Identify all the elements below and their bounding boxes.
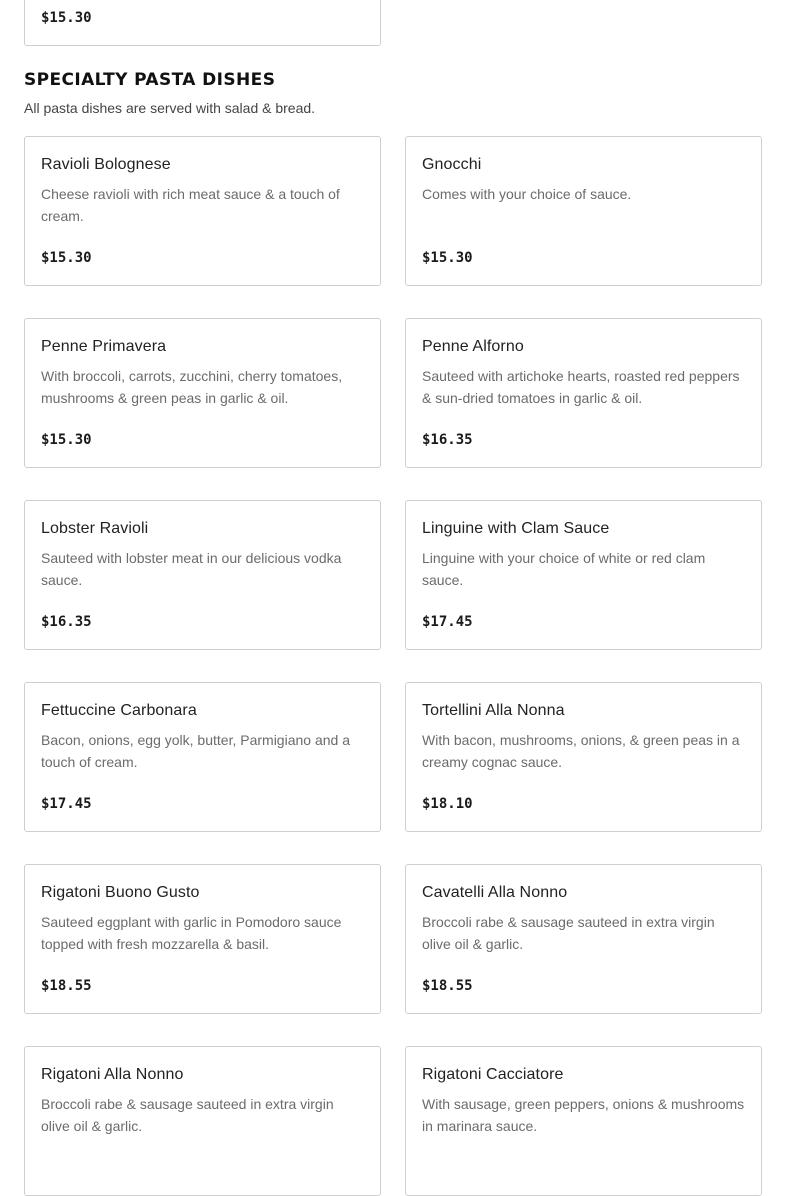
menu-item-name: Penne Primavera — [41, 338, 167, 355]
menu-item-card[interactable] — [405, 682, 762, 832]
menu-item-name: Rigatoni Alla Nonno — [41, 1066, 184, 1083]
menu-item-description: Bacon, onions, egg yolk, butter, Parmigiano and a touch of cream. — [41, 732, 350, 770]
menu-item-card[interactable] — [405, 136, 762, 286]
menu-item-card[interactable] — [405, 500, 762, 650]
section-title: SPECIALTY PASTA DISHES — [24, 70, 276, 90]
menu-item-name: Penne Alforno — [422, 338, 524, 355]
menu-item-price: $15.30 — [41, 10, 92, 26]
menu-item-card[interactable] — [24, 1046, 381, 1196]
menu-item-price: $15.30 — [41, 250, 92, 266]
menu-item-card[interactable] — [24, 0, 381, 46]
menu-item-card[interactable] — [405, 864, 762, 1014]
menu-item-card[interactable] — [405, 318, 762, 468]
menu-item-description: Comes with your choice of sauce. — [422, 186, 632, 202]
menu-item-price: $16.35 — [41, 614, 92, 630]
menu-item-name: Cavatelli Alla Nonno — [422, 884, 568, 901]
menu-item-description: Sauteed with lobster meat in our delicious vodka sauce. — [41, 550, 342, 588]
menu-item-price: $18.55 — [422, 978, 473, 994]
menu-item-card[interactable] — [24, 318, 381, 468]
menu-item-description: Sauteed with artichoke hearts, roasted red peppers & sun-dried tomatoes in garlic & oil. — [422, 368, 740, 406]
menu-item-price: $16.35 — [422, 432, 473, 448]
menu-item-name: Rigatoni Buono Gusto — [41, 884, 200, 901]
section-subtitle: All pasta dishes are served with salad & bread. — [24, 100, 316, 116]
menu-item-price: $15.30 — [41, 432, 92, 448]
menu-item-name: Linguine with Clam Sauce — [422, 520, 610, 537]
menu-item-price: $15.30 — [422, 250, 473, 266]
menu-item-name: Gnocchi — [422, 156, 482, 173]
menu-item-price: $18.10 — [422, 796, 473, 812]
menu-item-description: Linguine with your choice of white or red clam sauce. — [422, 550, 706, 588]
menu-item-description: With bacon, mushrooms, onions, & green peas in a creamy cognac sauce. — [422, 732, 740, 770]
menu-item-name: Fettuccine Carbonara — [41, 702, 197, 719]
menu-item-card[interactable] — [24, 864, 381, 1014]
menu-item-price: $18.55 — [41, 978, 92, 994]
menu-item-price: $17.45 — [422, 614, 473, 630]
menu-item-description: Broccoli rabe & sausage sauteed in extra virgin olive oil & garlic. — [41, 1096, 334, 1134]
menu-item-card[interactable] — [24, 682, 381, 832]
menu-item-description: With broccoli, carrots, zucchini, cherry tomatoes, mushrooms & green peas in garlic & oil. — [41, 368, 343, 406]
menu-item-name: Rigatoni Cacciatore — [422, 1066, 564, 1083]
menu-item-description: Broccoli rabe & sausage sauteed in extra virgin olive oil & garlic. — [422, 914, 715, 952]
menu-item-card[interactable] — [24, 136, 381, 286]
menu-item-card[interactable] — [24, 500, 381, 650]
menu-item-card[interactable] — [405, 1046, 762, 1196]
menu-item-description: Sauteed eggplant with garlic in Pomodoro sauce topped with fresh mozzarella & basil. — [41, 914, 342, 952]
menu-item-name: Tortellini Alla Nonna — [422, 702, 565, 719]
menu-item-price: $17.45 — [41, 796, 92, 812]
menu-item-description: Cheese ravioli with rich meat sauce & a touch of cream. — [41, 186, 340, 224]
menu-item-name: Ravioli Bolognese — [41, 156, 171, 173]
menu-item-name: Lobster Ravioli — [41, 520, 149, 537]
menu-item-description: With sausage, green peppers, onions & mushrooms in marinara sauce. — [422, 1096, 745, 1134]
